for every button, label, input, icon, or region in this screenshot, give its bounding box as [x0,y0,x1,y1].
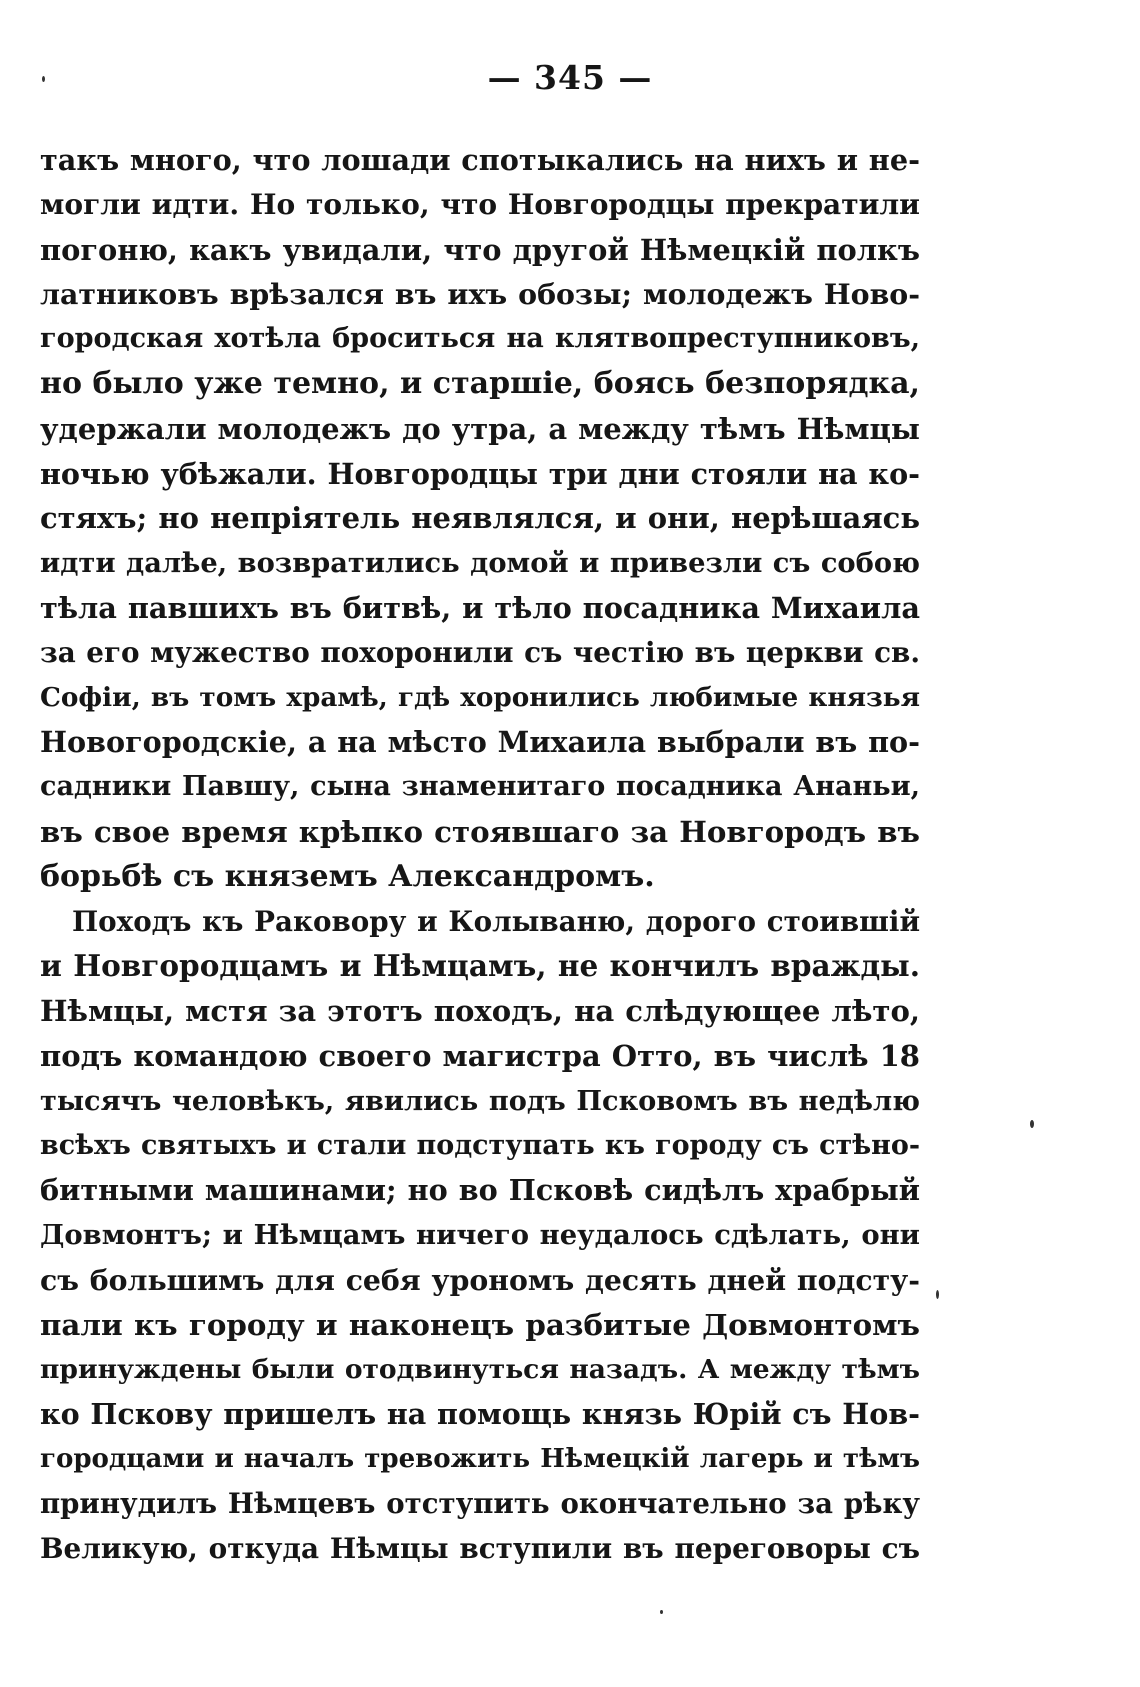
text-line: за его мужество похоронили съ честію въ церкви св. [40,635,920,669]
text-line: городцами и началъ тревожить Нѣмецкій лагерь и тѣмъ [40,1444,920,1475]
text-line: пали къ городу и наконецъ разбитые Довмонтомъ [40,1306,920,1342]
text-line: подъ командою своего магистра Отто, въ числѣ 18 [40,1038,920,1073]
text-line: городская хотѣла броситься на клятвопреступниковъ, [40,323,920,355]
scan-speck [42,76,45,82]
text-line: тысячъ человѣкъ, явились подъ Псковомъ въ недѣлю [40,1084,920,1117]
text-line: и Новгородцамъ и Нѣмцамъ, не кончилъ вражды. [40,948,920,984]
text-line: тѣла павшихъ въ битвѣ, и тѣло посадника Михаила [40,590,920,625]
text-line: такъ много, что лошади спотыкались на нихъ и не- [40,143,920,177]
text-line: но было уже темно, и старшіе, боясь безпорядка, [40,365,920,401]
text-line: стяхъ; но непріятель неявлялся, и они, нерѣшаясь [40,501,920,536]
text-line: Довмонтъ; и Нѣмцамъ ничего неудалось сдѣлать, они [40,1219,920,1252]
text-line: Великую, откуда Нѣмцы вступили въ переговоры съ [40,1531,920,1565]
text-line: Новогородскіе, а на мѣсто Михаила выбрали въ по- [40,725,920,760]
text-line: принуждены были отодвинуться назадъ. А между тѣмъ [40,1353,920,1385]
paragraph-1 [40,138,920,900]
text-line: могли идти. Но только, что Новгородцы прекратили [40,187,920,221]
text-line: принудилъ Нѣмцевъ отступить окончательно за рѣку [40,1487,920,1520]
scan-speck [660,1610,663,1614]
text-line: битными машинами; но во Псковѣ сидѣлъ храбрый [40,1173,920,1208]
text-line: всѣхъ святыхъ и стали подступать къ городу съ стѣно- [40,1129,920,1161]
paragraph-2 [40,900,920,1572]
text-line: борьбѣ съ княземъ Александромъ. [40,858,655,894]
text-line: съ большимъ для себя урономъ десять дней подсту- [40,1262,920,1297]
page-number: — 345 — [487,58,653,97]
text-line: садники Павшу, сына знаменитаго посадника Ананьи, [40,771,920,803]
scan-speck [1030,1120,1034,1128]
scan-speck [936,1290,939,1299]
text-line: латниковъ врѣзался въ ихъ обозы; молодежъ Ново- [40,277,920,312]
text-line: ко Пскову пришелъ на помощь князь Юрій съ Нов- [40,1397,920,1432]
text-line: въ свое время крѣпко стоявшаго за Новгородъ въ [40,814,920,849]
text-line: Походъ къ Раковору и Колываню, дорого стоившій [72,904,920,938]
text-line: Софіи, въ томъ храмѣ, гдѣ хоронились любимые князья [40,681,920,713]
text-line: ночью убѣжали. Новгородцы три дни стояли на ко- [40,456,920,491]
body-text [40,138,920,1572]
text-line: погоню, какъ увидали, что другой Нѣмецкій полкъ [40,232,920,267]
text-line: идти далѣе, возвратились домой и привезли съ собою [40,547,920,580]
text-line: удержали молодежъ до утра, а между тѣмъ Нѣмцы [40,411,920,446]
text-line: Нѣмцы, мстя за этотъ походъ, на слѣдующее лѣто, [40,994,920,1029]
